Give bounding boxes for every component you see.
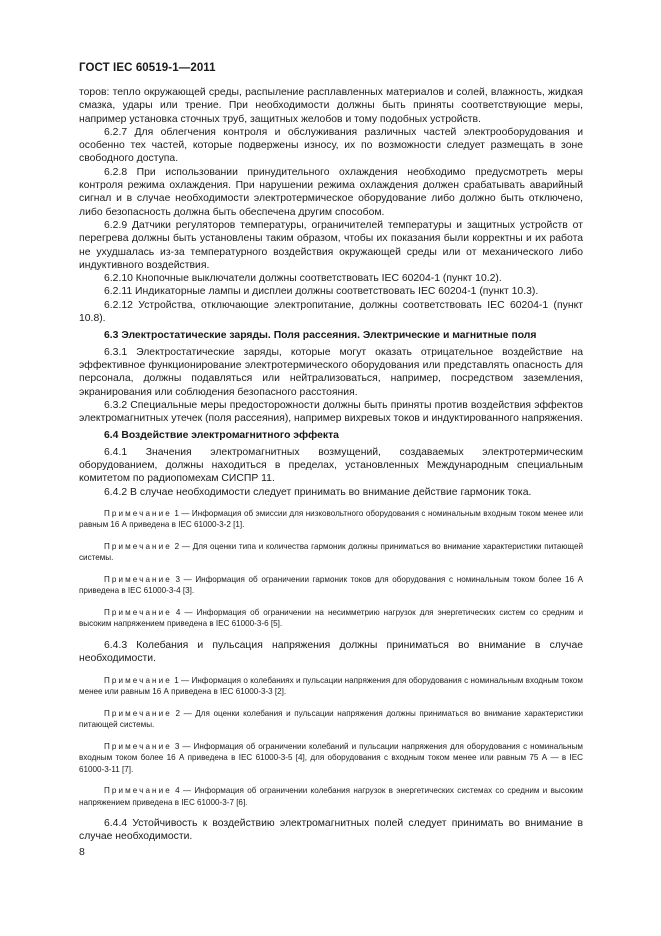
paragraph-6-2-11: 6.2.11 Индикаторные лампы и дисплеи должны соответствовать IEC 60204-1 (пункт 10.3). bbox=[104, 286, 539, 298]
paragraph-6-2-12: 6.2.12 Устройства, отключающие электропитание, должны соответствовать IEC 60204-1 (пункт 10.8). bbox=[79, 299, 583, 325]
paragraph-6-4-2: 6.4.2 В случае необходимости следует принимать во внимание действие гармоник тока. bbox=[104, 486, 532, 498]
paragraph-6-3-2: 6.3.2 Специальные меры предосторожности должны быть приняты против воздействия эффектов электромагнитных утечек (поля рассеяния), например вихревых токов и индуктированного напряжения. bbox=[79, 399, 583, 425]
paragraph-6-2-10: 6.2.10 Кнопочные выключатели должны соответствовать IEC 60204-1 (пункт 10.2). bbox=[104, 273, 502, 285]
paragraph-6-2-7: 6.2.7 Для облегчения контроля и обслуживания различных частей электрооборудования и особенно тех частей, которые подвержены износу, их по возможности следует размещать в зоне свободного доступа. bbox=[79, 126, 583, 165]
paragraph-6-4-1: 6.4.1 Значения электромагнитных возмущений, создаваемых электротермическим оборудованием, должны находиться в пределах, установленных Международным специальным комитетом по радиопомехам СИСПР 11. bbox=[79, 446, 583, 485]
paragraph-continuation: торов: тепло окружающей среды, распыление расплавленных материалов и солей, влажность, жидкая смазка, удары или трение. При необходимости должны быть приняты соответствующие меры, например установка сточных труб, защитных желобов и тому подобных устройств. bbox=[79, 87, 583, 125]
note: Примечание 3 — Информация об ограничении колебаний и пульсации напряжения для оборудования с номинальным входным током более 16 А приведена в IEC 61000-3-5 [4], для оборудования с входным током менее или равным 75 А — в IEC 61000-3-11 [7]. bbox=[79, 741, 583, 774]
paragraph-6-2-8: 6.2.8 При использовании принудительного охлаждения необходимо предусмотреть меры контроля режима охлаждения. При нарушении режима охлаждения должен срабатывать аварийный сигнал и в случае необходимости электротермическое оборудование либо должно быть отключено, либо безопасность должна быть обеспечена другим способом. bbox=[79, 166, 583, 218]
page-number: 8 bbox=[79, 847, 85, 858]
paragraph-6-4-3: 6.4.3 Колебания и пульсация напряжения должны приниматься во внимание в случае необходимости. bbox=[79, 639, 583, 665]
section-heading-6-3: 6.3 Электростатические заряды. Поля рассеяния. Электрические и магнитные поля bbox=[104, 330, 537, 342]
note: Примечание 1 — Информация об эмиссии для низковольтного оборудования с номинальным входным током менее или равным 16 А приведена в IEC 61000-3-2 [1]. bbox=[79, 508, 583, 530]
note: Примечание 4 — Информация об ограничении колебания нагрузок в энергетических системах со средним и высоким напряжением приведена в IEC 61000-3-7 [6]. bbox=[79, 786, 583, 807]
note: Примечание 1 — Информация о колебаниях и пульсации напряжения для оборудования с номинальным входным током менее или равным 16 А приведена в IEC 61000-3-3 [2]. bbox=[79, 675, 583, 696]
paragraph-6-2-9: 6.2.9 Датчики регуляторов температуры, ограничителей температуры и защитных устройств от перегрева должны быть установлены таким образом, чтобы их показания были корректны и их работа не ухудшалась из-за температурного воздействия окружающей среды или от механического либо индуктивного воздействия. bbox=[79, 219, 583, 271]
section-heading-6-4: 6.4 Воздействие электромагнитного эффекта bbox=[104, 430, 339, 442]
note: Примечание 3 — Информация об ограничении гармоник токов для оборудования с номинальным током более 16 А приведена в IEC 61000-3-4 [3]. bbox=[79, 574, 583, 596]
document-header: ГОСТ IEC 60519-1—2011 bbox=[79, 62, 216, 74]
note: Примечание 4 — Информация об ограничении на несимметрию нагрузок для энергетических систем со средним и высоким напряжением приведена в IEC 61000-3-6 [5]. bbox=[79, 607, 583, 629]
document-page bbox=[79, 62, 583, 844]
note: Примечание 2 — Для оценки колебания и пульсации напряжения должны приниматься во внимание характеристики питающей системы. bbox=[79, 708, 583, 729]
paragraph-6-3-1: 6.3.1 Электростатические заряды, которые могут оказать отрицательное воздействие на эффективное функционирование электротермического оборудования или представлять опасность для персонала, должны подавляться или нейтрализоваться, например, посредством заземления, экранирования или соблюдения безопасного расстояния. bbox=[79, 346, 583, 398]
note: Примечание 2 — Для оценки типа и количества гармоник должны приниматься во внимание характеристики питающей системы. bbox=[79, 541, 583, 563]
paragraph-6-4-4: 6.4.4 Устойчивость к воздействию электромагнитных полей следует принимать во внимание в случае необходимости. bbox=[79, 818, 583, 843]
